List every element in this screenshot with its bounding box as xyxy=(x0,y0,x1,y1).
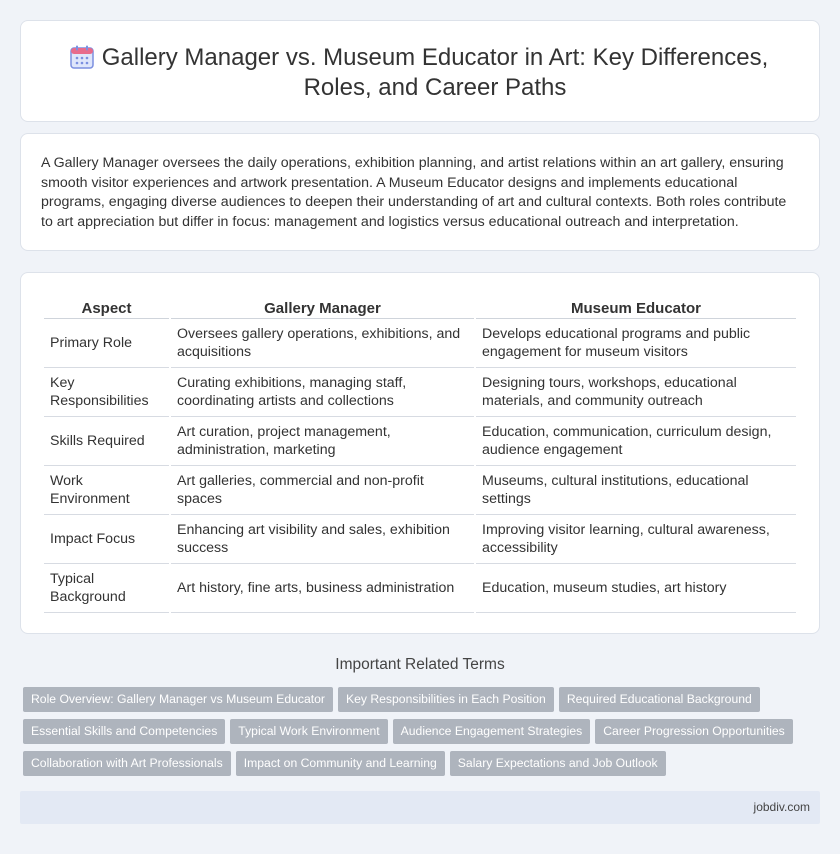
cell-gallery-manager: Art history, fine arts, business administration xyxy=(171,564,474,613)
table-row xyxy=(44,466,796,515)
header-aspect: Aspect xyxy=(44,293,169,319)
header-gallery-manager: Gallery Manager xyxy=(171,293,474,319)
intro-card xyxy=(20,133,820,251)
comparison-table xyxy=(42,293,798,613)
cell-aspect: Primary Role xyxy=(44,319,169,368)
comparison-table-card xyxy=(20,272,820,634)
related-terms-heading: Important Related Terms xyxy=(335,656,505,673)
title-card xyxy=(20,20,820,122)
tag-link[interactable]: Key Responsibilities in Each Position xyxy=(338,687,554,712)
cell-museum-educator: Develops educational programs and public engagement for museum visitors xyxy=(476,319,796,368)
footer-site-link[interactable]: jobdiv.com xyxy=(753,800,810,814)
cell-museum-educator: Education, communication, curriculum design, audience engagement xyxy=(476,417,796,466)
cell-aspect: Impact Focus xyxy=(44,515,169,564)
tag-link[interactable]: Salary Expectations and Job Outlook xyxy=(450,751,666,776)
table-row xyxy=(44,417,796,466)
table-row xyxy=(44,515,796,564)
cell-museum-educator: Museums, cultural institutions, educational settings xyxy=(476,466,796,515)
tag-link[interactable]: Role Overview: Gallery Manager vs Museum Educator xyxy=(23,687,333,712)
tag-link[interactable]: Typical Work Environment xyxy=(230,719,387,744)
tag-link[interactable]: Essential Skills and Competencies xyxy=(23,719,225,744)
table-row xyxy=(44,319,796,368)
table-header-row xyxy=(44,293,796,319)
cell-gallery-manager: Oversees gallery operations, exhibitions, and acquisitions xyxy=(171,319,474,368)
related-terms-tags xyxy=(23,687,823,783)
tag-link[interactable]: Audience Engagement Strategies xyxy=(393,719,591,744)
header-museum-educator: Museum Educator xyxy=(476,293,796,319)
cell-gallery-manager: Enhancing art visibility and sales, exhibition success xyxy=(171,515,474,564)
cell-museum-educator: Education, museum studies, art history xyxy=(476,564,796,613)
tag-link[interactable]: Required Educational Background xyxy=(559,687,760,712)
table-row xyxy=(44,368,796,417)
intro-paragraph: A Gallery Manager oversees the daily operations, exhibition planning, and artist relations within an art gallery, ensuring smooth visitor experiences and artwork presentation. A Museum Educator designs and implements educational programs, engaging diverse audiences to deepen their understanding of art and cultural contexts. Both roles contribute to art appreciation but differ in focus: management and logistics versus educational outreach and interpretation. xyxy=(41,155,787,230)
tag-link[interactable]: Collaboration with Art Professionals xyxy=(23,751,231,776)
cell-aspect: Work Environment xyxy=(44,466,169,515)
cell-aspect: Typical Background xyxy=(44,564,169,613)
tag-link[interactable]: Career Progression Opportunities xyxy=(595,719,793,744)
cell-gallery-manager: Art curation, project management, administration, marketing xyxy=(171,417,474,466)
cell-museum-educator: Improving visitor learning, cultural awareness, accessibility xyxy=(476,515,796,564)
cell-gallery-manager: Art galleries, commercial and non-profit spaces xyxy=(171,466,474,515)
footer xyxy=(20,791,820,824)
table-row xyxy=(44,564,796,613)
cell-aspect: Skills Required xyxy=(44,417,169,466)
cell-gallery-manager: Curating exhibitions, managing staff, coordinating artists and collections xyxy=(171,368,474,417)
page-title: Gallery Manager vs. Museum Educator in Art: Key Differences, Roles, and Career Paths xyxy=(101,44,769,101)
cell-museum-educator: Designing tours, workshops, educational materials, and community outreach xyxy=(476,368,796,417)
cell-aspect: Key Responsibilities xyxy=(44,368,169,417)
tag-link[interactable]: Impact on Community and Learning xyxy=(236,751,445,776)
